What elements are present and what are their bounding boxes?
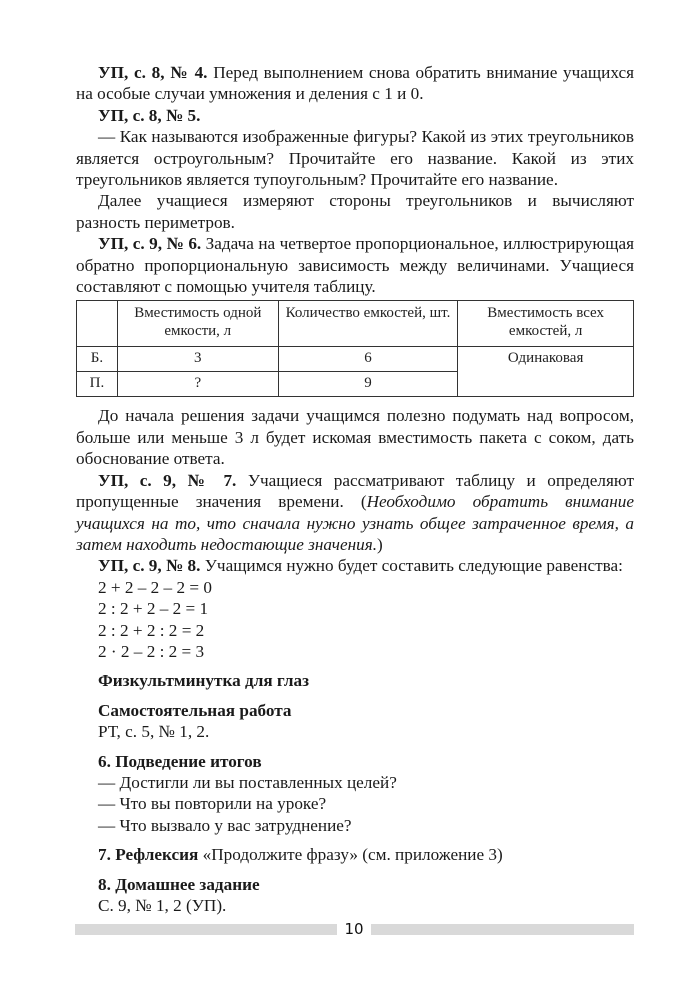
summary-item: — Что вы повторили на уроке? (98, 794, 327, 814)
page-content (76, 62, 634, 916)
reflection-text: «Продолжите фразу» (см. приложение 3) (198, 845, 503, 865)
equation: 2 : 2 + 2 – 2 = 1 (98, 599, 209, 619)
table-cell: 6 (278, 347, 458, 372)
homework-text: С. 9, № 1, 2 (УП). (98, 896, 227, 915)
summary-item: — Что вызвало у вас затруднение? (98, 815, 352, 835)
task-7-italic-note: Необходимо обратить внимание учащихся на то, что сначала нужно узнать общее затраченное время, а затем находить недостающие значения. (76, 492, 634, 554)
task-7-paragraph (76, 470, 634, 556)
task-4-paragraph (76, 62, 634, 105)
table-header-cell (77, 301, 118, 347)
capacity-table (76, 300, 634, 397)
table-cell: 3 (117, 347, 278, 372)
table-header-row (77, 301, 634, 347)
task-7-close: ) (377, 534, 383, 554)
task-4-text: Перед выполнением снова обратить внимание учащихся на особые случаи умножения и деления с 1 и 0. (76, 63, 634, 104)
task-6-ref: УП, с. 9, № 6. (98, 234, 202, 254)
summary-heading: 6. Подведение итогов (98, 751, 262, 771)
equation: 2 : 2 + 2 : 2 = 2 (98, 620, 205, 640)
homework-heading: 8. Домашнее задание (98, 874, 260, 894)
reflection-heading: 7. Рефлексия (98, 845, 199, 865)
table-header-cell: Вместимость одной емкости, л (117, 301, 278, 347)
task-5-heading (76, 105, 634, 126)
task-8-ref: УП, с. 9, № 8. (98, 556, 201, 576)
independent-work-heading: Самостоятельная работа (98, 700, 292, 720)
page-footer (75, 920, 634, 938)
table-cell: П. (77, 372, 118, 397)
reflection-paragraph (76, 844, 634, 865)
task-7-ref: УП, с. 9, № 7. (98, 470, 237, 490)
after-table-paragraph: До начала решения задачи учащимся полезно подумать над вопросом, больше или меньше 3 л будет искомая вместимость пакета с соком, дать обоснование ответа. (76, 406, 634, 469)
task-8-paragraph (76, 555, 634, 576)
task-5-question: — Как называются изображенные фигуры? Какой из этих треугольников является остроугольным? Прочитайте его название. Какой из этих треугольников является тупоугольным? Прочитайте его название. (76, 127, 634, 190)
equation: 2 · 2 – 2 : 2 = 3 (98, 641, 205, 661)
task-5-ref: УП, с. 8, № 5. (98, 105, 201, 125)
table-row (77, 347, 634, 372)
footer-bar-right (371, 924, 634, 935)
table-cell: 9 (278, 372, 458, 397)
equation: 2 + 2 – 2 – 2 = 0 (98, 577, 212, 597)
task-6-paragraph (76, 233, 634, 297)
independent-work-text: РТ, с. 5, № 1, 2. (98, 722, 210, 742)
table-cell: ? (117, 372, 278, 397)
task-6-text: Задача на четвертое пропорциональное, иллюстрирующая обратно пропорциональную зависимость между величинами. Учащиеся составляют с помощью учителя таблицу. (76, 234, 634, 297)
task-4-ref: УП, с. 8, № 4. (98, 63, 208, 82)
table-header-cell: Количество емкостей, шт. (278, 301, 458, 347)
table-cell: Б. (77, 347, 118, 372)
table-cell-merged: Одинаковая (458, 347, 634, 397)
task-7-text: Учащиеся рассматривают таблицу и определяют пропущенные значения времени. ( (76, 470, 634, 512)
task-5-followup: Далее учащиеся измеряют стороны треугольников и вычисляют разность периметров. (76, 191, 634, 232)
table-header-cell: Вместимость всех емкостей, л (458, 301, 634, 347)
summary-item: — Достигли ли вы поставленных целей? (98, 772, 397, 792)
page-number: 10 (344, 920, 364, 938)
eye-break-heading: Физкультминутка для глаз (98, 671, 310, 691)
task-8-text: Учащимся нужно будет составить следующие равенства: (200, 556, 623, 576)
footer-bar-left (75, 924, 337, 935)
